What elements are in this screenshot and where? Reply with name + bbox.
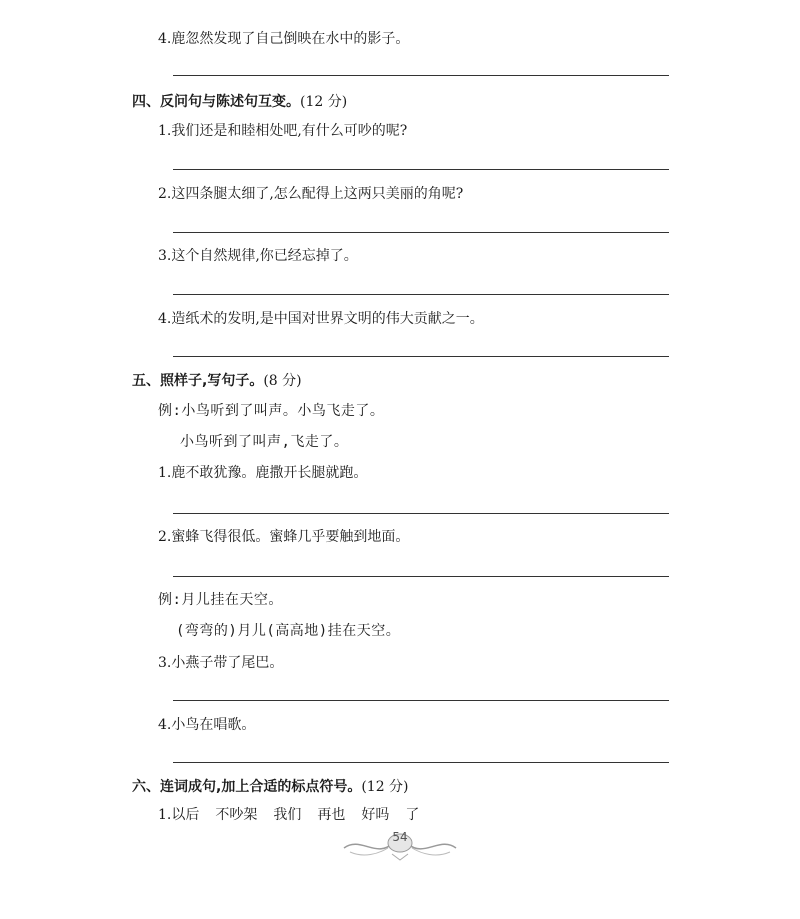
exercise-item: 3.小燕子带了尾巴。 <box>158 655 284 671</box>
word: 我们 <box>273 807 302 823</box>
answer-line[interactable] <box>173 513 669 514</box>
item-number: 1. <box>158 807 172 823</box>
example-answer: (弯弯的)月儿(高高地)挂在天空。 <box>176 623 401 639</box>
section-score: (8 分) <box>263 373 302 389</box>
word: 再也 <box>317 807 346 823</box>
section-heading <box>132 93 347 111</box>
page-number: 54 <box>392 830 408 844</box>
exercise-item: 3.这个自然规律,你已经忘掉了。 <box>158 248 358 264</box>
word: 以后 <box>171 807 200 823</box>
word-list <box>158 806 435 824</box>
word: 了 <box>405 807 420 823</box>
answer-line[interactable] <box>173 762 669 763</box>
answer-line[interactable] <box>173 700 669 701</box>
answer-line[interactable] <box>173 294 669 295</box>
answer-line[interactable] <box>173 75 669 76</box>
section-heading <box>132 372 302 390</box>
word: 好吗 <box>361 807 390 823</box>
section-heading <box>132 778 409 796</box>
exercise-item: 2.这四条腿太细了,怎么配得上这两只美丽的角呢? <box>158 186 464 202</box>
exercise-item: 2.蜜蜂飞得很低。蜜蜂几乎要触到地面。 <box>158 529 410 545</box>
section-title: 六、连词成句,加上合适的标点符号。 <box>132 779 362 795</box>
exercise-item: 4.小鸟在唱歌。 <box>158 717 256 733</box>
exercise-item: 4.鹿忽然发现了自己倒映在水中的影子。 <box>158 31 410 47</box>
answer-line[interactable] <box>173 356 669 357</box>
section-score: (12 分) <box>300 94 348 110</box>
exercise-item: 4.造纸术的发明,是中国对世界文明的伟大贡献之一。 <box>158 311 484 327</box>
example-sentence: 例:月儿挂在天空。 <box>158 592 283 608</box>
exercise-item: 1.我们还是和睦相处吧,有什么可吵的呢? <box>158 123 408 139</box>
word: 不吵架 <box>215 807 258 823</box>
answer-line[interactable] <box>173 576 669 577</box>
section-score: (12 分) <box>361 779 409 795</box>
example-answer: 小鸟听到了叫声,飞走了。 <box>180 434 349 450</box>
example-sentence: 例:小鸟听到了叫声。小鸟飞走了。 <box>158 403 385 419</box>
exercise-item: 1.鹿不敢犹豫。鹿撒开长腿就跑。 <box>158 465 368 481</box>
answer-line[interactable] <box>173 232 669 233</box>
section-title: 五、照样子,写句子。 <box>132 373 264 389</box>
answer-line[interactable] <box>173 169 669 170</box>
section-title: 四、反问句与陈述句互变。 <box>132 94 300 110</box>
